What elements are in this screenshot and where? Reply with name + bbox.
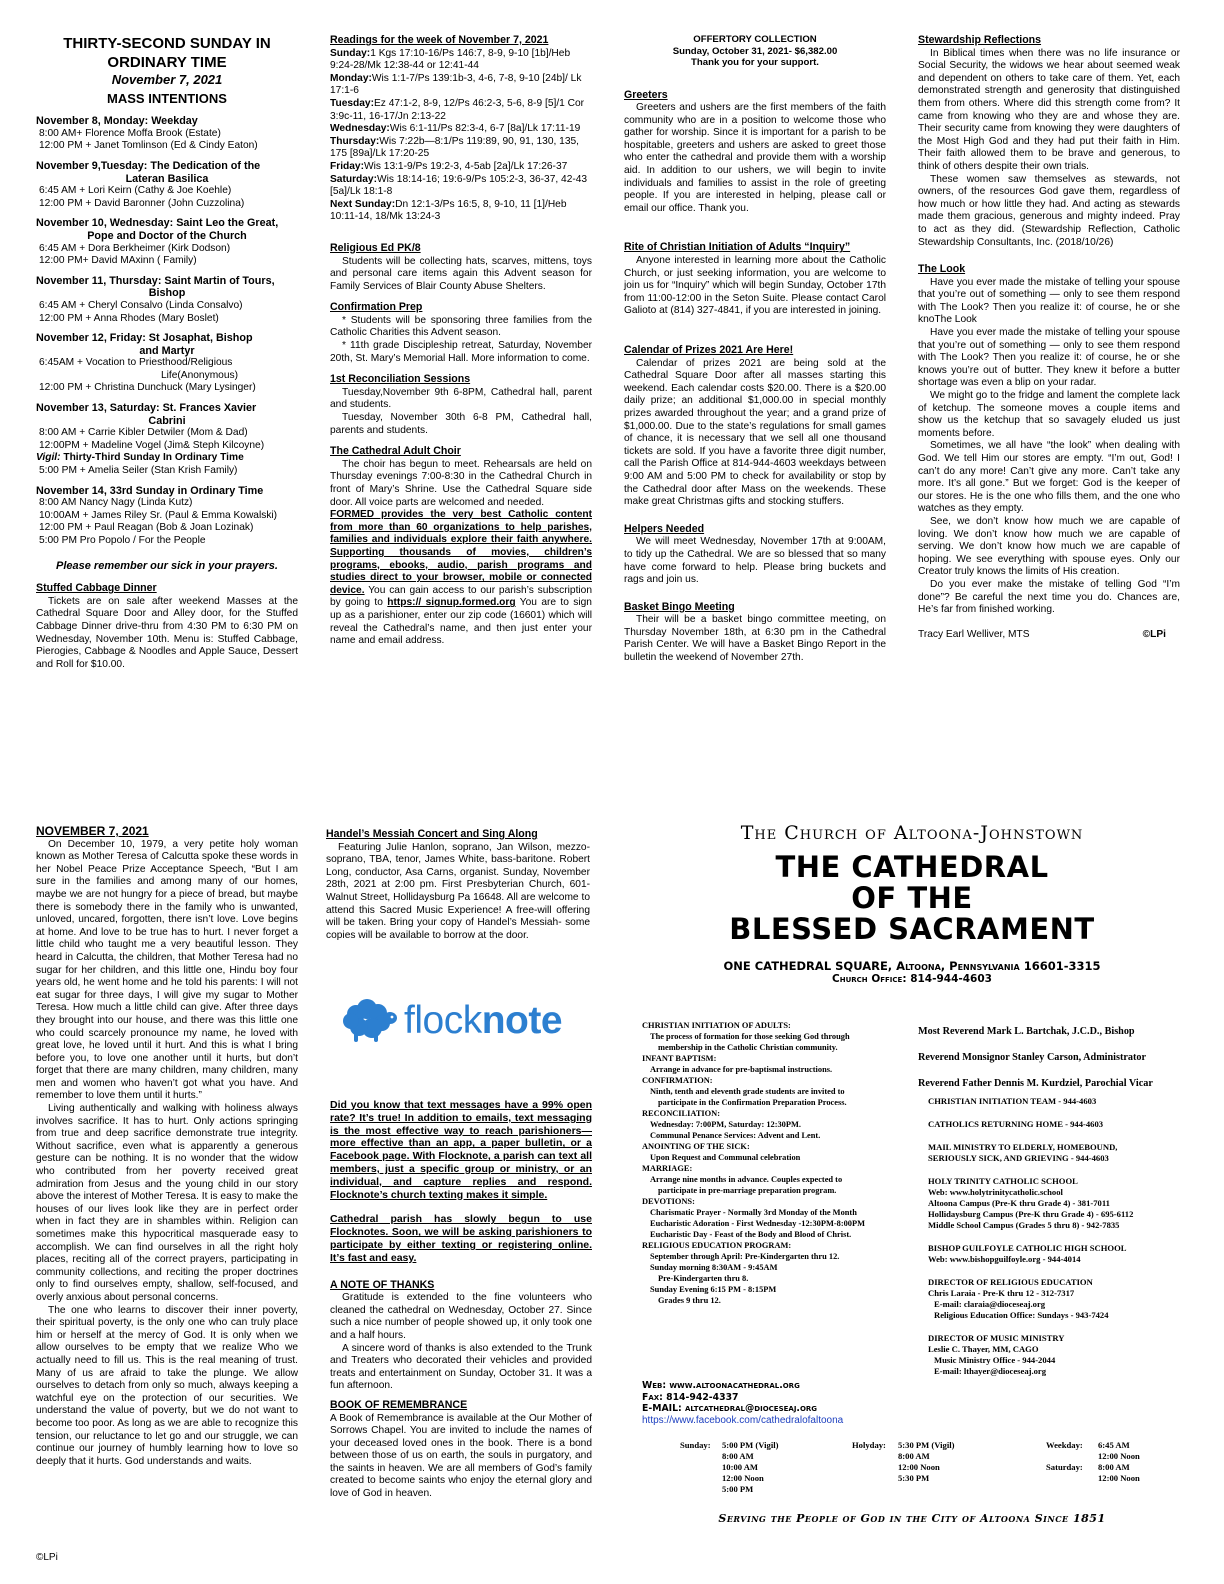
reading-text: Wis 1:1-7/Ps 139:1b-3, 4-6, 7-8, 9-10 [24b]/ Lk 17:1-6 xyxy=(330,72,582,97)
mass-time: 5:00 PM (Vigil) xyxy=(722,1440,779,1450)
reading-day: Thursday: xyxy=(330,135,380,147)
sacrament-detail: membership in the Catholic Christian community. xyxy=(658,1043,838,1052)
sacrament-detail: Arrange nine months in advance. Couples expected to xyxy=(650,1175,843,1184)
mail-ministry: MAIL MINISTRY TO ELDERLY, HOMEBOUND, SERIOUSLY SICK, AND GRIEVING - 944-4603 xyxy=(928,1142,1118,1163)
reading-entry xyxy=(330,98,592,123)
intention-day-title: November 9,Tuesday: The Dedication of the xyxy=(36,159,261,172)
reading-day: Tuesday: xyxy=(330,97,374,109)
intention-entry: 12:00 PM + David Baronner (John Cuzzolina) xyxy=(39,197,245,209)
reading-day: Friday: xyxy=(330,160,364,172)
mass-time: 6:45 AM xyxy=(1098,1440,1130,1450)
reflection-heading: NOVEMBER 7, 2021 xyxy=(36,824,149,838)
mass-times-holyday: Holyday: 5:30 PM (Vigil) 8:00 AM 12:00 Noon 5:30 PM xyxy=(852,1440,955,1483)
choir-heading: The Cathedral Adult Choir xyxy=(330,445,461,458)
book-heading: BOOK OF REMEMBRANCE xyxy=(330,1398,468,1411)
sacrament-detail: Wednesday: 7:00PM, Saturday: 12:30PM. xyxy=(650,1120,801,1129)
intention-entry: 6:45 AM + Dora Berkheimer (Kirk Dodson) xyxy=(39,242,231,254)
cabbage-dinner-heading: Stuffed Cabbage Dinner xyxy=(36,582,157,595)
calendar-heading: Calendar of Prizes 2021 Are Here! xyxy=(624,344,794,356)
the-look-text-3: We might go to the fridge and lament the complete lack of ketchup. The someone moves a couple items and show us the ketchup that so savagely eluded us just moments before. xyxy=(918,390,1180,439)
vigil-label: Vigil: xyxy=(36,452,61,464)
reflection-column xyxy=(36,825,298,1468)
intention-day-title: November 13, Saturday: St. Frances Xavier xyxy=(36,402,257,415)
stewardship-heading: Stewardship Reflections xyxy=(918,34,1042,46)
flocknote-text-2: Cathedral parish has slowly begun to use Flocknotes. Soon, we will be asking parishioners to participate by either texting or registering online. It’s fast and easy. xyxy=(330,1213,592,1264)
sick-prayer-note: Please remember our sick in your prayers. xyxy=(56,559,278,572)
intention-entry: 6:45 AM + Lori Keirn (Cathy & Joe Koehle) xyxy=(39,185,232,197)
mass-time: 12:00 Noon xyxy=(722,1473,764,1483)
reflection-text-2: Living authentically and walking with holiness always involves sacrifice. It has to hurt. Only actions springing from true and deep sacrifice demonstrate true integrity. Without sacrifice, even what is apparently a generous gesture can be nothing. It is no wonder that the widow who contributed from her poverty received great admiration from Jesus and the young child in our story above the interest of Mother Teresa. It is easy to make the houses of our lives look like they are in perfect order when in fact they are in shambles within. Religion can sometimes make this hypocritical masquerade easy to accomplish. We can find ourselves in all the right holy places, reciting all of the correct prayers, participating in community collections, and reciting the proper doctrines only to find ourselves empty, shallow, self-focused, and overly anxious about personal concerns. xyxy=(36,1103,298,1303)
the-look-text-5: See, we don’t know how much we are capable of loving. We don’t know how much we are capable of serving. We don’t know how much we are capable of hoping. We see everything with spouse eyes. Only our Creator truly knows the limits of His creation. xyxy=(918,515,1180,578)
religious-ed-text: Students will be collecting hats, scarves, mittens, toys and personal care items again this Advent season for Family Services of Blair County Abuse Shelters. xyxy=(330,255,592,292)
intention-entry: 8:00 AM + Carrie Kibler Detwiler (Mom & Dad) xyxy=(39,427,248,439)
author-name: Tracy Earl Welliver, MTS xyxy=(918,628,1030,640)
holy-trinity-school: HOLY TRINITY CATHOLIC SCHOOL Web: www.holytrinitycatholic.school Altoona Campus (Pre-K thru Grade 4) - 381-7011 Hollidaysburg Campus (Pre-K thru Grade 4) - 695-6112 Middle School Campus (Grades 5 thru 8) - 942-7835 xyxy=(928,1176,1134,1230)
reconciliation-text-2: Tuesday, November 30th 6-8 PM, Cathedral hall, parents and students. xyxy=(330,412,592,436)
helpers-heading: Helpers Needed xyxy=(624,522,705,535)
facebook-link[interactable]: https://www.facebook.com/cathedralofaltoona xyxy=(642,1414,844,1426)
website[interactable]: Web: www.altoonacathedral.org xyxy=(642,1380,800,1391)
messiah-heading: Handel’s Messiah Concert and Sing Along xyxy=(326,828,538,840)
sacrament-heading: DEVOTIONS: xyxy=(642,1197,695,1206)
sacrament-heading: MARRIAGE: xyxy=(642,1164,693,1173)
reading-text: Dn 12:1-3/Ps 16:5, 8, 9-10, 11 [1]/Heb 10:11-14, 18/Mk 13:24-3 xyxy=(330,198,567,223)
intention-entry: 6:45AM + Vocation to Priesthood/Religious xyxy=(39,357,233,369)
reading-entry xyxy=(330,48,592,73)
sacrament-detail: Sunday Evening 6:15 PM - 8:15PM xyxy=(650,1285,777,1294)
sacrament-detail: participate in pre-marriage preparation program. xyxy=(658,1186,837,1195)
sacrament-detail: Communal Penance Services: Advent and Lent. xyxy=(650,1131,821,1140)
sacrament-heading: CHRISTIAN INITIATION OF ADULTS: xyxy=(642,1021,791,1030)
intention-day-title: November 8, Monday: Weekday xyxy=(36,115,198,128)
sunday-title: THIRTY-SECOND SUNDAY IN ORDINARY TIME xyxy=(63,35,271,71)
mass-time: 8:00 AM xyxy=(898,1451,930,1461)
intention-day-heading xyxy=(36,160,298,185)
mass-times-weekday: Weekday: 6:45 AM 12:00 Noon Saturday: 8:00 AM 12:00 Noon xyxy=(1046,1440,1140,1483)
reading-entry xyxy=(330,136,592,161)
church-masthead xyxy=(622,822,1202,985)
reconciliation-text-1: Tuesday,November 9th 6-8PM, Cathedral hall, parent and students. xyxy=(330,386,592,411)
mass-times-sunday: Sunday: 5:00 PM (Vigil) 8:00 AM 10:00 AM 12:00 Noon 5:00 PM xyxy=(680,1440,779,1494)
formed-text: FORMED provides the very best Catholic content from more than 60 organizations to help parishes, families and individuals explore their faith anywhere. Supporting thousands of movies, children’s programs, ebooks, audio, parish programs and studies direct to your browser, mobile or connected device. You can gain access to our parish’s subscription by going to https:// signup.formed.org You are to sign up as a parishioner, enter our zip code (16601) which will reveal the Cathedral’s name, and then just enter your name and email address. xyxy=(330,509,592,647)
offertory-title: OFFERTORY COLLECTION xyxy=(693,34,817,45)
reading-text: Ez 47:1-2, 8-9, 12/Ps 46:2-3, 5-6, 8-9 [5]/1 Cor 3:9c-11, 16-17/Jn 2:13-22 xyxy=(330,97,585,122)
formed-link[interactable]: https:// signup.formed.org xyxy=(387,597,516,609)
stewardship-text-2: These women saw themselves as stewards, not owners, of the resources God gave them, regardless of how much or how little they had. And acting as stewards made them gracious, generous and mighty indeed. Pray to act as they did. (Stewardship Reflection, Catholic Stewardship Consultants, Inc. (2018/10/26) xyxy=(918,173,1180,248)
mass-intentions-column xyxy=(36,34,298,671)
reading-entry xyxy=(330,174,592,199)
intention-day-title-cont: Lateran Basilica xyxy=(125,172,209,185)
intention-day-title: November 11, Thursday: Saint Martin of Tours, xyxy=(36,274,275,287)
intention-entry: 10:00AM + James Riley Sr. (Paul & Emma Kowalski) xyxy=(39,509,278,521)
cathedral-name: THE CATHEDRAL OF THE BLESSED SACRAMENT xyxy=(729,850,1095,946)
intention-entry: 12:00 PM + Anna Rhodes (Mary Boslet) xyxy=(39,312,219,324)
the-look-text-1: Have you ever made the mistake of telling your spouse that you’re out of something — only to see them respond with The Look? Then you realize it: of course, he or she knoThe Look xyxy=(918,276,1180,326)
the-look-text-4: Sometimes, we all have “the look” when dealing with God. We tell Him our stores are empty. “I’m out, God! I can’t do any more! Can’t give any more. Can’t take any more. It’s all gone.” But we forget: God is the keeper of our stores. He is the one who fills them, and the one who watches as they empty. xyxy=(918,440,1180,515)
sacraments-list xyxy=(642,1020,904,1306)
calendar-text: Calendar of prizes 2021 are being sold at the Cathedral Square Door after all masses starting this weekend. Each calendar costs $20.00. There is a $20.00 daily prize; an additional $1,000.00 in special monthly prizes awarded throughout the year; and a grand prize of $1,000.00. Due to the state’s regulations for small games of chance, it is necessary that we sell all one thousand tickets are sold. If you have a favorite three digit number, call the Parish Office at 814-944-4603 weekdays between 9:00 AM and 5:00 PM to check for availability or stop by the Cathedral door after Mass on the weekends. These make great Christmas gifts and stocking stuffers. xyxy=(624,357,886,508)
intention-entry: 12:00 PM+ David MAxinn ( Family) xyxy=(39,255,197,267)
intention-day-heading xyxy=(36,275,298,300)
offertory-thanks: Thank you for your support. xyxy=(691,57,819,68)
rcia-text: Anyone interested in learning more about the Catholic Church, or just seeking information, you are welcome to join us for “Inquiry” which will begin Sunday, October 17th from 11:00-12:00 in the Seton Suite. Please contact Carol Galioto at (814) 327-4841, if you are interested in joining. xyxy=(624,255,886,317)
flocknote-text-1: Did you know that text messages have a 99% open rate? It’s true! In addition to emails, text messaging is the most effective way to reach parishioners—more effective than an app, a paper bulletin, or a Facebook page. With Flocknote, a parish can text all members, just a specific group or ministry, or an individual, and capture replies and respond. Flocknote’s church texting makes it simple. xyxy=(330,1099,592,1201)
sacrament-heading: INFANT BAPTISM: xyxy=(642,1054,717,1063)
readings-column xyxy=(330,34,592,648)
reading-text: Wis 6:1-11/Ps 82:3-4, 6-7 [8a]/Lk 17:11-19 xyxy=(389,123,581,135)
mass-time: 12:00 Noon xyxy=(898,1462,940,1472)
mass-time: 8:00 AM xyxy=(722,1451,754,1461)
sacrament-detail: Pre-Kindergarten thru 8. xyxy=(658,1274,749,1283)
sacrament-detail: Ninth, tenth and eleventh grade students are invited to xyxy=(650,1087,845,1096)
book-text: A Book of Remembrance is available at the Our Mother of Sorrows Chapel. You are invited to include the names of your deceased loved ones in the book. There is a bond between those of us on earth, the souls in purgatory, and the saints in heaven. We are all members of God’s family created to become saints who enjoy the eternal glory and love of God in heaven. xyxy=(330,1412,592,1500)
reading-text: Wis 13:1-9/Ps 19:2-3, 4-5ab [2a]/Lk 17:26-37 xyxy=(363,160,568,172)
reading-entry xyxy=(330,161,592,174)
reflection-text-3: The one who learns to discover their inner poverty, their spiritual poverty, is the only one who can truly place him or herself at the mercy of God. It is only when we allow ourselves to be empty that we realize Who we actually need to fill us. This is the real meaning of trust. Many of us are afraid to take the plunge. We allow ourselves to detach from only so much, always keeping a watchful eye on the protection of our securities. We understand the value of poverty, but we do not want to become too poor. As long as we are able to recognize this tension, our reluctance to let go and our struggle, we can continue our journey of humbly learning how to love so deeply that it hurts. God understands and waits. xyxy=(36,1304,298,1467)
mass-time: 12:00 Noon xyxy=(1098,1451,1140,1461)
thanks-text-2: A sincere word of thanks is also extended to the Trunk and Treaters who decorated their vehicles and provided treats and entertainment on Sunday, October 31. It was a fun afternoon. xyxy=(330,1342,592,1392)
choir-text: The choir has begun to meet. Rehearsals are held on Thursday evenings 7:00-8:30 in the Cathedral Church in front of Mary’s Shrine. Use the Cathedral Square side door. All voice parts are welcomed and needed. xyxy=(330,458,592,508)
intention-entry: Vigil: Thirty-Third Sunday In Ordinary Time xyxy=(36,452,244,464)
reading-text: Wis 18:14-16; 19:6-9/Ps 105:2-3, 36-37, 42-43 [5a]/Lk 18:1-8 xyxy=(330,173,588,198)
bingo-text: Their will be a basket bingo committee meeting, on Thursday November 18th, at 6:30 pm in the Cathedral Parish Center. We will have a Basket Bingo Report in the bulletin the weekend of November 27th. xyxy=(624,614,886,664)
sacrament-detail: September through April: Pre-Kindergarten thru 12. xyxy=(650,1252,840,1261)
initiation-team: CHRISTIAN INITIATION TEAM - 944-4603 xyxy=(928,1096,1097,1106)
diocese-name: The Church of Altoona-Johnstown xyxy=(740,822,1084,844)
mass-time: 5:00 PM xyxy=(722,1484,754,1494)
mass-time: 8:00 AM xyxy=(1098,1462,1130,1472)
reading-day: Wednesday: xyxy=(330,123,390,135)
reading-text: Wis 7:22b—8:1/Ps 119:89, 90, 91, 130, 135, 175 [89a]/Lk 17:20-25 xyxy=(330,135,579,160)
sacrament-heading: RELIGIOUS EDUCATION PROGRAM: xyxy=(642,1241,792,1250)
intention-entry: 12:00 PM + Janet Tomlinson (Ed & Cindy Eaton) xyxy=(39,140,258,152)
sacrament-detail: Upon Request and Communal celebration xyxy=(650,1153,801,1162)
sacrament-heading: RECONCILIATION: xyxy=(642,1109,721,1118)
flocknote-wordmark: flocknote xyxy=(404,999,563,1042)
sacrament-heading: ANOINTING OF THE SICK: xyxy=(642,1142,750,1151)
intention-entry: 8:00 AM+ Florence Moffa Brook (Estate) xyxy=(39,127,221,139)
intention-day-title-cont: and Martyr xyxy=(139,344,195,357)
ministry-contacts xyxy=(918,1096,1210,1377)
the-look-text-6: Do you ever make the mistake of telling God “I’m done”? Be careful the next time you do. Chances are, He’s far from finished working. xyxy=(918,578,1180,616)
confirmation-text-1: * Students will be sponsoring three families from the Catholic Charities this Advent season. xyxy=(330,314,592,339)
readings-heading: Readings for the week of November 7, 2021 xyxy=(330,34,549,46)
flocknote-column xyxy=(330,1099,592,1501)
reflection-text-1: On December 10, 1979, a very petite holy woman known as Mother Teresa of Calcutta spoke these words in her Nobel Peace Prize Acceptance Speech, “But I am sure in the families and among many of our homes, maybe we are not hungry for a piece of bread, but maybe there is somebody there in the family who is unwanted, unloved, uncared, forgotten, there isn’t love. Love begins at home. And love to be true has to hurt. I never forget a little child who taught me a very beautiful lesson. They heard in Calcutta, the children, that Mother Teresa had no sugar for her children, and this little one, Hindu boy four years old, he went home and he told his parents: I will not eat sugar for three days, I will give my sugar to Mother Teresa. How much a little child can give. After three days they brought into our house, and there was this little one who could scarcely pronounce my name, he loved with great love, he loved until it hurt. And this is what I bring before you, to love one another until it hurts, but don’t forget that there are many children, many children, many men and women who haven’t got what you have. And remember to love them until it hurts.” xyxy=(36,838,298,1102)
greeters-heading: Greeters xyxy=(624,88,668,101)
intention-entry: 12:00 PM + Christina Dunchuck (Mary Lysinger) xyxy=(39,382,256,394)
intention-day-title: November 10, Wednesday: Saint Leo the Great, xyxy=(36,217,279,230)
intention-entry: 5:00 PM + Amelia Seiler (Stan Krish Family) xyxy=(39,465,238,477)
fax-number: Fax: 814-942-4337 xyxy=(642,1391,739,1403)
readings-list xyxy=(330,48,592,224)
reading-entry xyxy=(330,73,592,98)
intention-day-title-cont: Cabrini xyxy=(148,414,186,427)
bingo-heading: Basket Bingo Meeting xyxy=(624,600,735,613)
sacrament-heading: CONFIRMATION: xyxy=(642,1076,713,1085)
email-address[interactable]: E-MAIL: altcathedral@dioceseaj.org xyxy=(642,1403,818,1414)
author-line xyxy=(918,629,1180,642)
sacrament-detail: participate in the Confirmation Preparation Process. xyxy=(658,1098,847,1107)
reading-text: 1 Kgs 17:10-16/Ps 146:7, 8-9, 9-10 [1b]/Heb 9:24-28/Mk 12:38-44 or 12:41-44 xyxy=(330,47,571,72)
sunday-date: November 7, 2021 xyxy=(111,72,223,87)
thanks-text-1: Gratitude is extended to the fine volunteers who cleaned the cathedral on Wednesday, October 27. Since such a nice number of people showed up, it only took one and a half hours. xyxy=(330,1292,592,1341)
religious-ed-heading: Religious Ed PK/8 xyxy=(330,241,421,254)
reading-day: Saturday: xyxy=(330,173,377,185)
intention-entry: 12:00PM + Madeline Vogel (Jim& Steph Kilcoyne) xyxy=(39,439,265,451)
sacrament-detail: Eucharistic Day - Feast of the Body and Blood of Christ. xyxy=(650,1230,852,1239)
stewardship-text-1: In Biblical times when there was no life insurance or Social Security, the widows we hear about seemed weak and dependent on others to take care of them. Yet, each demonstrated strength and generosity that distinguished them from others. Where did this strength come from? It came from knowing who they are and whose they are. Their security came from knowing they were daughters of the Most High God and they had put their faith in Him. Their faith allowed them to be brave and generous, to think of others despite their own trials. xyxy=(918,47,1180,172)
reading-entry xyxy=(330,123,592,136)
bishop: Most Reverend Mark L. Bartchak, J.C.D., Bishop xyxy=(918,1026,1135,1037)
stewardship-column xyxy=(918,34,1180,641)
intention-day-title: November 12, Friday: St Josaphat, Bishop xyxy=(36,332,253,345)
church-address: ONE CATHEDRAL SQUARE, Altoona, Pennsylvania 16601-3315 xyxy=(723,959,1101,973)
mass-intentions-heading: MASS INTENTIONS xyxy=(107,90,227,106)
intention-day-heading xyxy=(36,402,298,427)
reading-day: Next Sunday: xyxy=(330,198,396,210)
sacrament-detail: Sunday morning 8:30AM - 9:45AM xyxy=(650,1263,778,1272)
catholics-returning: CATHOLICS RETURNING HOME - 944-4603 xyxy=(928,1119,1104,1129)
reading-day: Monday: xyxy=(330,72,372,84)
intention-day-heading xyxy=(36,332,298,357)
thanks-heading: A NOTE OF THANKS xyxy=(330,1278,435,1291)
mass-time: 5:30 PM xyxy=(898,1473,930,1483)
intention-day-title-cont: Bishop xyxy=(148,287,186,300)
sacrament-detail: Grades 9 thru 12. xyxy=(658,1296,721,1305)
confirmation-text-2: * 11th grade Discipleship retreat, Saturday, November 20th, St. Mary’s Memorial Hall. More information to come. xyxy=(330,340,592,364)
intention-entry: 12:00 PM + Paul Reagan (Bob & Joan Lozinak) xyxy=(39,522,254,534)
intention-entry: 8:00 AM Nancy Nagy (Linda Kutz) xyxy=(39,497,193,509)
contact-info xyxy=(642,1380,942,1426)
serving-tagline: Serving the People of God in the City of Altoona Since 1851 xyxy=(718,1512,1106,1525)
lpi-mark: ©LPi xyxy=(1142,628,1166,640)
intention-entry: Life(Anonymous) xyxy=(160,369,238,381)
flocknote-logo xyxy=(340,998,562,1044)
mass-time: 5:30 PM (Vigil) xyxy=(898,1440,955,1450)
religious-education-director: DIRECTOR OF RELIGIOUS EDUCATION Chris Laraia - Pre-K thru 12 - 312-7317 E-mail: claraia@dioceseaj.org Religious Education Office: Sundays - 943-7424 xyxy=(928,1277,1109,1320)
bishop-guilfoyle-school: BISHOP GUILFOYLE CATHOLIC HIGH SCHOOL Web: www.bishopguilfoyle.org - 944-4014 xyxy=(928,1243,1127,1264)
intention-day-heading xyxy=(36,217,298,242)
church-office-phone: Church Office: 814-944-4603 xyxy=(832,973,992,985)
mass-time: 12:00 Noon xyxy=(1098,1473,1140,1483)
reading-day: Sunday: xyxy=(330,47,371,59)
intention-entry: 5:00 PM Pro Popolo / For the People xyxy=(39,535,206,546)
confirmation-heading: Confirmation Prep xyxy=(330,301,423,314)
intention-entry: 6:45 AM + Cheryl Consalvo (Linda Consalvo) xyxy=(39,299,243,311)
offertory-block xyxy=(624,34,886,69)
mass-intention-days xyxy=(36,115,298,547)
sacrament-detail: Charismatic Prayer - Normally 3rd Monday of the Month xyxy=(650,1208,857,1217)
administrator: Reverend Monsignor Stanley Carson, Administrator xyxy=(918,1052,1146,1063)
the-look-text-2: Have you ever made the mistake of telling your spouse that you’re out of something — only to see them respond with The Look? Then you realize it: of course, he or she knows you’re out of butter. They knew it before a butter shortage was even a blip on your radar. xyxy=(918,327,1180,389)
intention-day-heading xyxy=(36,485,298,498)
sheep-icon xyxy=(340,998,398,1044)
sacrament-detail: Arrange in advance for pre-baptismal instructions. xyxy=(650,1065,833,1074)
mass-time: 10:00 AM xyxy=(722,1462,759,1472)
offertory-column xyxy=(624,34,886,665)
lpi-footer: ©LPi xyxy=(36,1552,58,1563)
sacrament-detail: The process of formation for those seeking God through xyxy=(650,1032,850,1041)
intention-day-title: November 14, 33rd Sunday in Ordinary Time xyxy=(36,484,264,497)
reconciliation-heading: 1st Reconciliation Sessions xyxy=(330,373,471,386)
parochial-vicar: Reverend Father Dennis M. Kurdziel, Parochial Vicar xyxy=(918,1078,1153,1089)
intention-day-title-cont: Pope and Doctor of the Church xyxy=(87,229,247,242)
music-ministry-director: DIRECTOR OF MUSIC MINISTRY Leslie C. Thayer, MM, CAGO Music Ministry Office - 944-2044 E-mail: lthayer@dioceseaj.org xyxy=(928,1333,1065,1376)
greeters-text: Greeters and ushers are the first members of the faith community who are in a position to welcome those who gather for worship. Since it is important for a parish to be hospitable, greeters and ushers are asked to greet those who enter the cathedral and provide them with a worship aid. In addition to our ushers, we will begin to invite individuals and families to assist in the role of greeting people. If you are interested in helping, please call or email our office. Thank you. xyxy=(624,102,886,214)
sacrament-detail: Eucharistic Adoration - First Wednesday -12:30PM-8:00PM xyxy=(650,1219,866,1228)
messiah-text: Featuring Julie Hanlon, soprano, Jan Wilson, mezzo-soprano, TBA, tenor, James White, bass-baritone. Robert Long, conductor, Asa Carns, organist. Sunday, November 28th, 2021 at 2:00 pm. First Presbyterian Church, 601- Walnut Street, Hollidaysburg Pa 16648. All are welcome to attend this Sacred Music Experience! A free-will offering will be taken. Bring your copy of Handel’s Messiah- some copies will be available to borrow at the door. xyxy=(326,841,590,941)
clergy-staff-list xyxy=(918,1026,1210,1389)
rcia-heading: Rite of Christian Initiation of Adults “Inquiry” xyxy=(624,241,851,254)
intention-day-heading xyxy=(36,115,298,128)
messiah-column xyxy=(326,828,590,942)
the-look-heading: The Look xyxy=(918,263,966,276)
offertory-amount: Sunday, October 31, 2021- $6,382.00 xyxy=(672,45,838,57)
reading-entry xyxy=(330,199,592,224)
cabbage-dinner-text: Tickets are on sale after weekend Masses at the Cathedral Square Door and Alley door, for the Stuffed Cabbage Dinner drive-thru from 4:30 PM to 6:30 PM on Wednesday, November 10th. Menu is: Stuffed Cabbage, Pierogies, Cabbage & Noodles and Apple Sauce, Dessert and Roll for $10.00. xyxy=(36,595,298,670)
helpers-text: We will meet Wednesday, November 17th at 9:00AM, to tidy up the Cathedral. We are so blessed that so many have come forward to help. Please bring buckets and rags and join us. xyxy=(624,536,886,586)
